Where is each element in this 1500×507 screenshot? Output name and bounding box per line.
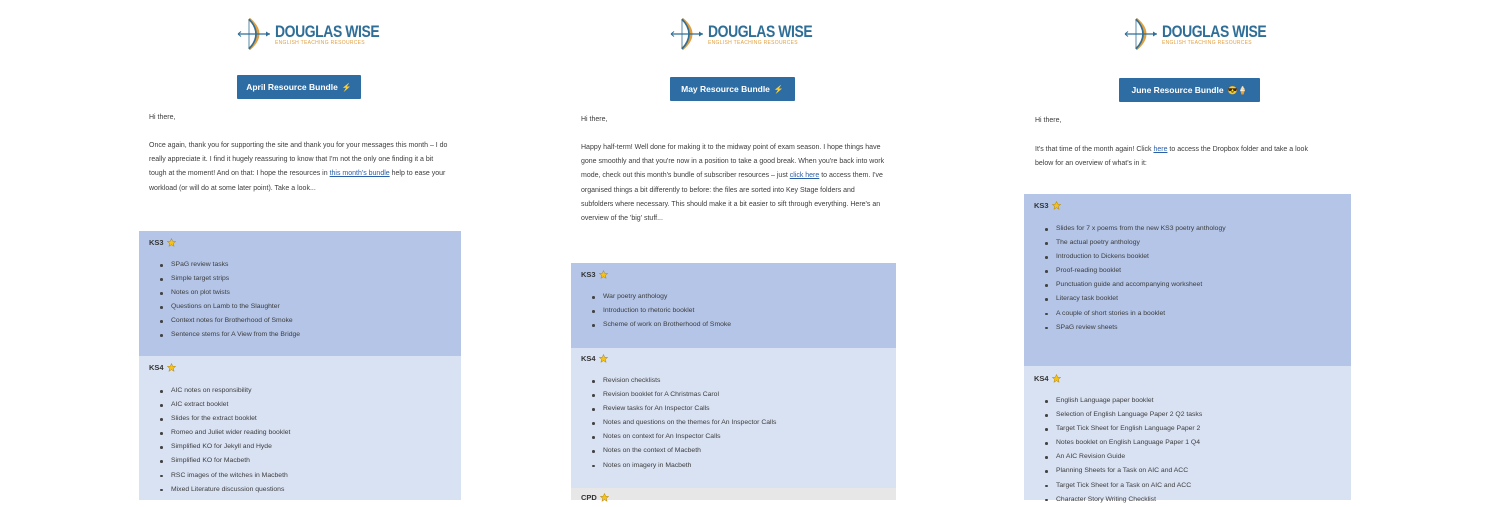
intro-paragraph: Once again, thank you for supporting the site and thank you for your messages this month – I do really appreciate it. I find it hugely reassuring to know that I'm not the only one finding it a bit tough at the moment! And on that: I hope the resources in this month's bundle help to ease your workload (or will do at some later point). Take a look... — [149, 142, 448, 192]
list-item: War poetry anthology — [603, 290, 731, 304]
list-item: English Language paper booklet — [1056, 394, 1202, 408]
ks4-list — [571, 374, 776, 473]
list-item: Notes on context for An Inspector Calls — [603, 430, 776, 444]
brand-tagline: ENGLISH TEACHING RESOURCES — [1162, 39, 1252, 46]
list-item: Scheme of work on Brotherhood of Smoke — [603, 318, 731, 332]
star-icon — [1052, 201, 1061, 210]
section-heading: KS3 — [1034, 201, 1049, 210]
list-item: Introduction to rhetoric booklet — [603, 304, 731, 318]
section-heading: KS4 — [149, 363, 164, 372]
section-heading: KS4 — [1034, 374, 1049, 383]
bow-arrow-icon — [670, 17, 706, 51]
list-item: Simplified KO for Macbeth — [171, 454, 290, 468]
list-item: Revision checklists — [603, 374, 776, 388]
list-item: Notes and questions on the themes for An Inspector Calls — [603, 416, 776, 430]
list-item: Notes on imagery in Macbeth — [603, 459, 776, 473]
list-item: Notes booklet on English Language Paper 1 Q4 — [1056, 436, 1202, 450]
list-item: Sentence stems for A View from the Bridge — [171, 328, 300, 342]
list-item: The actual poetry anthology — [1056, 236, 1226, 250]
intro-paragraph: Happy half-term! Well done for making it to the midway point of exam season. I hope things have gone smoothly and that you're now in a position to take a good break. When you're back into work mode, check out this month's bundle of subscriber resources – just click here to access them. I've organised things a bit differently to before: the files are sorted into Key Stage folders and subfolders where necessary. This should make it a bit easier to sift through everything. Here's an overview of the 'big' stuff... — [581, 144, 885, 223]
greeting: Hi there, — [149, 114, 176, 121]
list-item: Target Tick Sheet for English Language Paper 2 — [1056, 422, 1202, 436]
may-bundle-button[interactable]: May Resource Bundle ⚡ — [670, 77, 795, 101]
list-item: A couple of short stories in a booklet — [1056, 307, 1226, 321]
list-item: Target Tick Sheet for a Task on AIC and ACC — [1056, 479, 1202, 493]
list-item: Romeo and Juliet wider reading booklet — [171, 426, 290, 440]
list-item: Questions on Lamb to the Slaughter — [171, 300, 300, 314]
list-item: Mixed Literature discussion questions — [171, 483, 290, 497]
list-item: RSC images of the witches in Macbeth — [171, 469, 290, 483]
list-item: Simplified KO for Jekyll and Hyde — [171, 440, 290, 454]
brand-logo — [1124, 17, 1289, 51]
list-item: Notes on plot twists — [171, 286, 300, 300]
ks3-section — [571, 263, 896, 348]
list-item: An AIC Revision Guide — [1056, 450, 1202, 464]
list-item: Planning Sheets for a Task on AIC and ACC — [1056, 464, 1202, 478]
list-item: Slides for the extract booklet — [171, 412, 290, 426]
star-icon — [167, 238, 176, 247]
sunglasses-icecream-icon: 😎🍦 — [1227, 85, 1248, 95]
star-icon — [167, 363, 176, 372]
section-heading: KS4 — [581, 354, 596, 363]
list-item: AIC extract booklet — [171, 398, 290, 412]
brand-name: DOUGLAS WISE — [708, 21, 813, 41]
ks3-section — [139, 231, 461, 356]
star-icon — [599, 270, 608, 279]
april-bundle-button[interactable]: April Resource Bundle ⚡ — [237, 75, 361, 99]
list-item: Proof-reading booklet — [1056, 264, 1226, 278]
list-item: AIC notes on responsibility — [171, 384, 290, 398]
bundle-link[interactable]: this month's bundle — [329, 170, 390, 178]
bow-arrow-icon — [1124, 17, 1160, 51]
brand-logo — [670, 17, 835, 51]
section-heading: KS3 — [581, 270, 596, 279]
list-item: SPaG review tasks — [171, 258, 300, 272]
ks4-list — [139, 384, 290, 497]
list-item: Character Story Writing Checklist — [1056, 493, 1202, 507]
list-item: Simple target strips — [171, 272, 300, 286]
ks4-section — [571, 348, 896, 488]
ks3-list — [1024, 222, 1226, 335]
greeting: Hi there, — [1035, 117, 1062, 124]
ks3-list — [139, 258, 300, 343]
bow-arrow-icon — [237, 17, 273, 51]
section-heading: CPD — [581, 493, 597, 502]
ks4-section — [1024, 366, 1351, 503]
june-bundle-button[interactable]: June Resource Bundle 😎🍦 — [1119, 78, 1260, 102]
ks3-list — [571, 290, 731, 332]
list-item: Selection of English Language Paper 2 Q2 tasks — [1056, 408, 1202, 422]
dropbox-link[interactable]: here — [1153, 146, 1168, 153]
section-heading: KS3 — [149, 238, 164, 247]
ks4-section — [139, 356, 461, 500]
intro-paragraph: It's that time of the month again! Click here to access the Dropbox folder and take a look below for an overview of what's in it: — [1035, 146, 1308, 168]
lightning-icon: ⚡ — [341, 82, 352, 92]
list-item: Context notes for Brotherhood of Smoke — [171, 314, 300, 328]
ks3-section — [1024, 194, 1351, 366]
list-item: Introduction to Dickens booklet — [1056, 250, 1226, 264]
brand-tagline: ENGLISH TEACHING RESOURCES — [275, 39, 365, 46]
star-icon — [599, 354, 608, 363]
brand-logo — [237, 17, 402, 51]
greeting: Hi there, — [581, 116, 608, 123]
brand-name: DOUGLAS WISE — [275, 21, 380, 41]
cpd-section — [571, 488, 896, 500]
list-item: Literacy task booklet — [1056, 292, 1226, 306]
brand-tagline: ENGLISH TEACHING RESOURCES — [708, 39, 798, 46]
list-item: SPaG review sheets — [1056, 321, 1226, 335]
star-icon — [1052, 374, 1061, 383]
list-item: Punctuation guide and accompanying worksheet — [1056, 278, 1226, 292]
list-item: Revision booklet for A Christmas Carol — [603, 388, 776, 402]
list-item: Notes on the context of Macbeth — [603, 444, 776, 458]
star-icon — [600, 493, 609, 502]
lightning-icon: ⚡ — [773, 84, 784, 94]
bundle-link[interactable]: click here — [789, 172, 820, 180]
list-item: Review tasks for An Inspector Calls — [603, 402, 776, 416]
list-item: Slides for 7 x poems from the new KS3 poetry anthology — [1056, 222, 1226, 236]
ks4-list — [1024, 394, 1202, 507]
brand-name: DOUGLAS WISE — [1162, 21, 1267, 41]
